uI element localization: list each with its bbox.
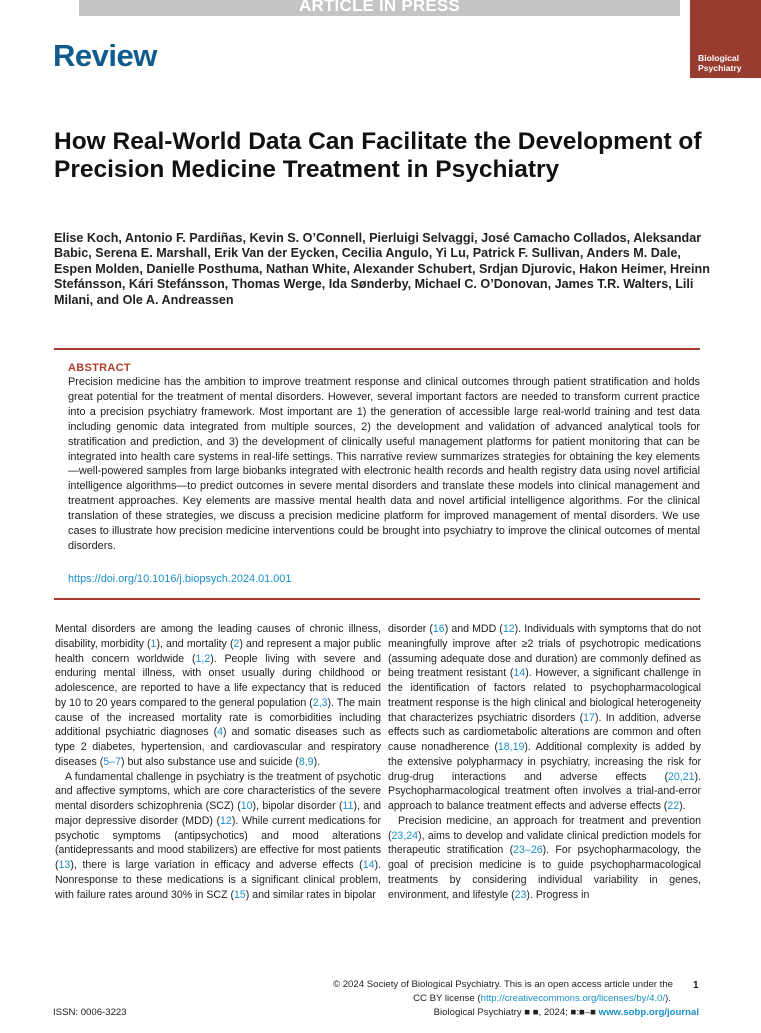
abstract-top-rule: [54, 348, 700, 350]
paragraph-text: ). In addition, adverse effects such as cardiometabolic alterations are common and often cause nonadherence (: [388, 711, 701, 753]
citation-link[interactable]: 23: [514, 888, 527, 901]
citation-link[interactable]: 23,24: [391, 829, 419, 842]
page-number: 1: [693, 980, 699, 991]
paragraph-text: ), bipolar disorder (: [252, 800, 343, 812]
paragraph-text: ).: [679, 800, 686, 812]
badge-line-1: Biological: [698, 53, 740, 63]
journal-link[interactable]: www.sobp.org/journal: [598, 1007, 699, 1018]
citation-link[interactable]: 13: [58, 859, 71, 871]
license-link[interactable]: http://creativecommons.org/licenses/by/4.0/: [480, 993, 666, 1004]
paragraph-text: Mental disorders are among the leading causes of chronic illness, disability, morbidity (: [55, 623, 381, 650]
paragraph-text: disorder (: [388, 623, 433, 635]
citation-link[interactable]: 1,2: [195, 652, 211, 665]
citation-link[interactable]: 15: [234, 888, 246, 901]
citation-link[interactable]: 14: [362, 859, 375, 871]
issn: ISSN: 0006-3223: [53, 1007, 127, 1018]
paragraph-text: ) and MDD (: [444, 623, 503, 635]
abstract-heading: ABSTRACT: [68, 362, 131, 374]
paragraph-text: ). The main cause of the increased mortality rate is comorbidities including additional psychiatric diagnoses (: [55, 696, 381, 739]
journal-citation: [434, 1007, 699, 1018]
paragraph-text: ). Nonresponse to these medications is a significant clinical problem, with failure rates around 30% in SCZ (: [55, 859, 381, 901]
citation-link[interactable]: 16: [432, 623, 445, 635]
citation-text: Biological Psychiatry ■ ■, 2024; ■:■–■: [433, 1007, 596, 1018]
banner-text: ARTICLE IN PRESS: [299, 0, 460, 15]
paragraph-text: ), aims to develop and validate clinical prediction models for therapeutic stratification (: [388, 829, 701, 857]
citation-link[interactable]: 17: [583, 711, 595, 724]
citation-link[interactable]: 12: [220, 814, 232, 827]
paragraph-text: ). For psychopharmacology, the goal of precision medicine is to guide psychopharmacological treatments by considering individual variability in genes, environment, and lifestyle (: [388, 844, 701, 901]
paragraph-text: ). Additional complexity is added by the extensive polypharmacy in psychiatry, increasing the risk for drug-drug interactions and adverse effects (: [388, 741, 701, 783]
badge-line-2: Psychiatry: [698, 63, 742, 73]
citation-link[interactable]: 4: [217, 726, 224, 739]
citation-link[interactable]: 22: [667, 800, 680, 812]
paragraph-text: ). Progress in: [526, 888, 590, 901]
citation-link[interactable]: 12: [502, 623, 515, 635]
abstract-text: Precision medicine has the ambition to improve treatment response and clinical outcomes through patient stratification and holds great potential for the treatment of mental disorders. However, several important factors are needed to transform current practice into a precision psychiatry framework. Most important are 1) the generation of accessible large real-world training and test data including genomic data integrated from multiple sources, 2) the development and validation of advanced analytical tools for stratification and prediction, and 3) the development of clinically useful management platforms for patient monitoring that can be integrated into health care systems in real-life settings. This narrative review summarizes strategies for obtaining the key elements—well-powered samples from large biobanks integrated with electronic health records and health registry data using novel artificial intelligence algorithms—to predict outcomes in severe mental disorders and translate these models into clinical management and treatment approaches. Key elements are massive mental health data and novel artificial intelligence algorithms. For the clinical translation of these strategies, we discuss a precision medicine platform for improved management of mental disorders. We use cases to illustrate how precision medicine interventions could be brought into psychiatry to improve the clinical outcomes of mental disorders.: [68, 376, 700, 552]
citation-link[interactable]: 1: [150, 637, 157, 650]
body-paragraph: [55, 770, 381, 903]
license-prefix: CC BY license (: [413, 993, 481, 1004]
copyright-notice: © 2024 Society of Biological Psychiatry. This is an open access article under the: [332, 979, 673, 990]
body-right-column: [388, 622, 701, 902]
doi-link[interactable]: https://doi.org/10.1016/j.biopsych.2024.01.001: [68, 573, 292, 585]
section-label: Review: [53, 38, 157, 73]
paragraph-text: ) and somatic diseases such as type 2 diabetes, hypertension, and cardiovascular and respiratory diseases (: [55, 726, 381, 768]
author-list: Elise Koch, Antonio F. Pardiñas, Kevin S. O’Connell, Pierluigi Selvaggi, José Camacho Collados, Aleksandar Babic, Serena E. Marshall, Erik Van der Eycken, Cecilia Angulo, Yi Lu, Patrick F. Sullivan, Anders M. Dale, Espen Molden, Danielle Posthuma, Nathan White, Alexander Schubert, Srdjan Djurovic, Hakon Heimer, Hreinn Stefánsson, Kári Stefánsson, Thomas Werge, Ida Sønderby, Michael C. O’Donovan, James T.R. Walters, Lili Milani, and Ole A. Andreassen: [54, 231, 710, 307]
paragraph-text: ), and major depressive disorder (MDD) (: [55, 800, 382, 827]
license-line: [413, 993, 671, 1004]
paragraph-text: ), there is large variation in efficacy and adverse effects (: [70, 859, 363, 871]
license-suffix: ).: [665, 993, 671, 1004]
citation-link[interactable]: 23–26: [513, 844, 543, 857]
paragraph-text: ). While current medications for psychotic symptoms (antipsychotics) and mood alterations (antidepressants and mood stabilizers) are effective for most patients (: [55, 814, 381, 871]
abstract-bottom-rule: [54, 598, 700, 600]
paragraph-text: ). Psychopharmacological treatment often involves a trial-and-error approach to balance treatment effects and adverse effects (: [388, 770, 701, 812]
body-paragraph: [55, 622, 381, 770]
citation-link[interactable]: 18,19: [497, 741, 525, 753]
paragraph-text: ) and similar rates in bipolar: [245, 888, 376, 901]
citation-link[interactable]: 11: [342, 800, 354, 812]
paragraph-text: ), and mortality (: [156, 637, 234, 650]
journal-badge: [690, 0, 761, 78]
citation-link[interactable]: 2: [233, 637, 240, 650]
citation-link[interactable]: 5–7: [103, 755, 121, 768]
article-title: How Real-World Data Can Facilitate the Development of Precision Medicine Treatment in Psychiatry: [54, 128, 702, 183]
paragraph-text: A fundamental challenge in psychiatry is the treatment of psychotic and affective symptoms, which are core characteristics of the severe mental disorders schizophrenia (SCZ) (: [55, 770, 381, 812]
citation-link[interactable]: 8,9: [298, 755, 314, 768]
citation-link[interactable]: 20,21: [668, 770, 695, 783]
body-paragraph: [388, 622, 701, 814]
paragraph-text: ). People living with severe and enduring mental illness, with onset usually during childhood or adolescence, are reported to have a life expectancy that is reduced by 10 to 20 years compared to the general population (: [55, 652, 381, 709]
citation-link[interactable]: 14: [513, 667, 526, 680]
paragraph-text: Precision medicine, an approach for treatment and prevention (: [388, 814, 701, 842]
body-left-column: [55, 622, 381, 902]
journal-badge-text: [698, 53, 741, 73]
paragraph-text: ). Individuals with symptoms that do not meaningfully improve after ≥2 trials of psychotropic medications (assuming adequate dose and duration) are commonly defined as being treatment resistant (: [388, 623, 702, 680]
paragraph-text: ).: [313, 755, 321, 768]
citation-link[interactable]: 10: [240, 800, 253, 812]
paragraph-text: ) but also substance use and suicide (: [120, 755, 299, 768]
body-paragraph: [388, 814, 701, 903]
citation-link[interactable]: 2,3: [312, 696, 328, 709]
article-in-press-banner: [79, 0, 680, 16]
paragraph-text: ) and represent a major public health concern worldwide (: [55, 637, 381, 665]
paragraph-text: ). However, a significant challenge in the identification of factors related to psychopharmacological treatment response is the high clinical and biological heterogeneity that characterizes psychiatric disorders (: [388, 667, 701, 724]
